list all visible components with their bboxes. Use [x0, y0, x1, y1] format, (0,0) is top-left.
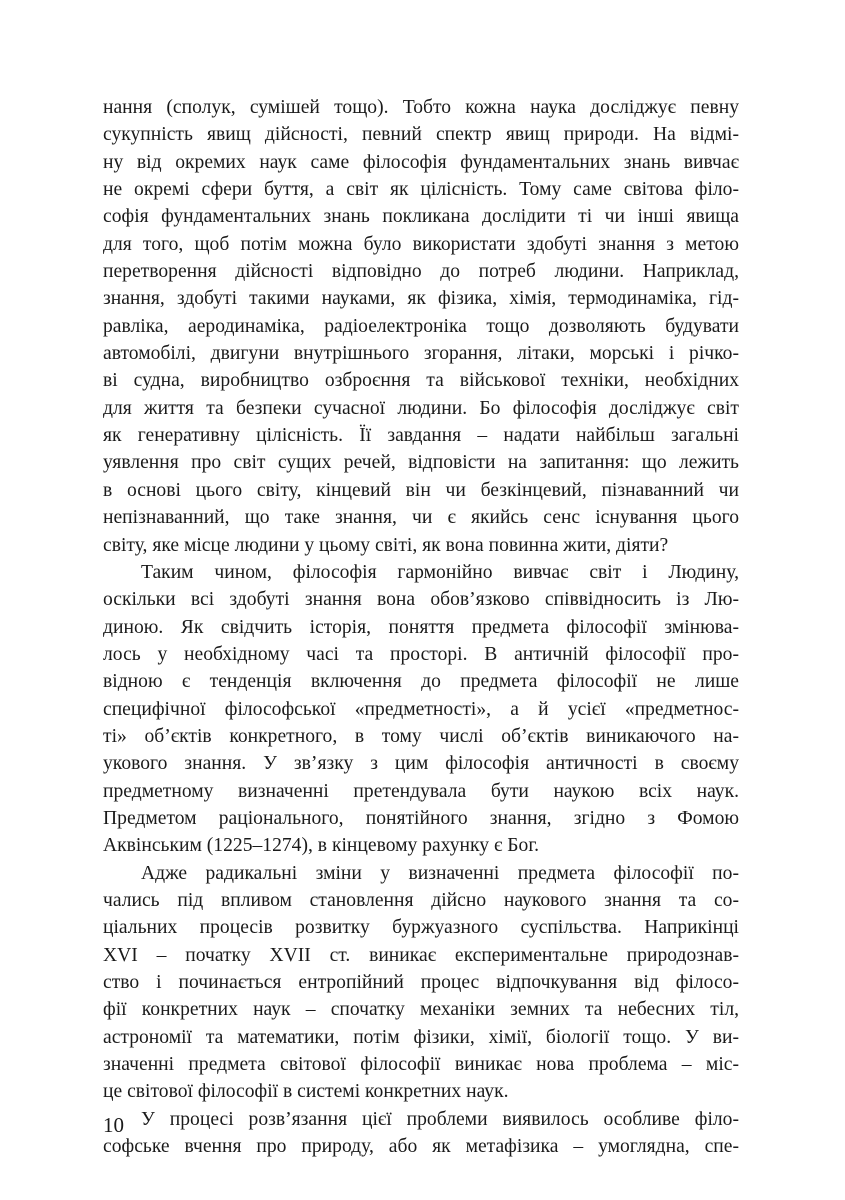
text-line: укового знання. У зв’язку з цим філософія античності в своєму [103, 753, 739, 775]
body-text [103, 94, 739, 1160]
text-line: астрономії та математики, потім фізики, хімії, біології тощо. У ви- [103, 1026, 739, 1048]
text-line: ство і починається ентропійний процес відпочкування від філосо- [103, 972, 739, 993]
text-line: ві судна, виробництво озброєння та військової техніки, необхідних [103, 370, 739, 392]
text-line: ціальних процесів розвитку буржуазного суспільства. Наприкінці [103, 917, 739, 939]
text-line: автомобілі, двигуни внутрішнього згорання, літаки, морські і річко- [103, 343, 739, 365]
text-line: для того, щоб потім можна було використати здобуті знання з метою [103, 233, 739, 255]
paragraph-3 [103, 860, 739, 1106]
text-line: знання, здобуті такими науками, як фізика, хімія, термодинаміка, гід- [103, 288, 739, 310]
text-line: в основі цього світу, кінцевий він чи безкінцевий, пізнаванний чи [103, 479, 739, 501]
text-line: специфічної філософської «предметності», а й усієї «предметнос- [103, 698, 739, 720]
text-line: равліка, аеродинаміка, радіоелектроніка тощо дозволяють будувати [103, 315, 739, 337]
text-line: оскільки всі здобуті знання вона обов’язково співвідносить із Лю- [103, 589, 739, 611]
text-line: непізнаванний, що таке знання, чи є якийсь сенс існування цього [103, 507, 739, 529]
text-line: софське вчення про природу, або як метафізика – умоглядна, спе- [103, 1136, 739, 1158]
text-line: сукупність явищ дійсності, певний спектр явищ природи. На відмі- [103, 124, 739, 146]
text-line: перетворення дійсності відповідно до потреб людини. Наприклад, [103, 261, 739, 283]
text-line: ті» об’єктів конкретного, в тому числі об’єктів виникаючого на- [103, 725, 739, 747]
text-line: У процесі розв’язання цієї проблеми виявилось особливе філо- [141, 1108, 739, 1130]
text-line: фії конкретних наук – спочатку механіки земних та небесних тіл, [103, 999, 739, 1021]
text-line: Предметом раціонального, понятійного знання, згідно з Фомою [103, 807, 739, 829]
text-line: Аквінським (1225–1274), в кінцевому рахунку є Бог. [103, 835, 540, 857]
text-line: нання (сполук, сумішей тощо). Тобто кожна наука досліджує певну [103, 97, 739, 118]
text-line: диною. Як свідчить історія, поняття предмета філософії змінюва- [103, 616, 739, 638]
paragraph-4 [103, 1106, 739, 1161]
text-line: лось у необхідному часі та просторі. В античній філософії про- [103, 643, 739, 665]
page-number: 10 [103, 1113, 124, 1137]
text-line: уявлення про світ сущих речей, відповісти на запитання: що лежить [103, 452, 739, 474]
text-line: як генеративну цілісність. Її завдання – надати найбільш загальні [103, 425, 739, 447]
text-line: XVI – початку XVII ст. виникає експериментальне природознав- [103, 944, 739, 966]
text-line: чались під впливом становлення дійсно наукового знання та со- [103, 889, 739, 911]
text-line: ну від окремих наук саме філософія фундаментальних знань вивчає [103, 151, 739, 173]
text-line: софія фундаментальних знань покликана дослідити ті чи інші явища [103, 206, 739, 228]
text-line: світу, яке місце людини у цьому світі, як вона повинна жити, діяти? [103, 534, 669, 556]
text-line: не окремі сфери буття, а світ як цілісність. Тому саме світова філо- [103, 179, 739, 201]
text-line: Адже радикальні зміни у визначенні предмета філософії по- [141, 862, 739, 884]
text-line: предметному визначенні претендувала бути наукою всіх наук. [103, 780, 739, 802]
paragraph-1 [103, 94, 739, 559]
text-line: значенні предмета світової філософії виникає нова проблема – міс- [103, 1054, 739, 1076]
paragraph-2 [103, 559, 739, 860]
text-line: це світової філософії в системі конкретних наук. [103, 1081, 509, 1103]
text-line: відною є тенденція включення до предмета філософії не лише [103, 671, 739, 693]
text-line: для життя та безпеки сучасної людини. Бо філософія досліджує світ [103, 397, 739, 419]
text-line: Таким чином, філософія гармонійно вивчає світ і Людину, [141, 561, 739, 583]
